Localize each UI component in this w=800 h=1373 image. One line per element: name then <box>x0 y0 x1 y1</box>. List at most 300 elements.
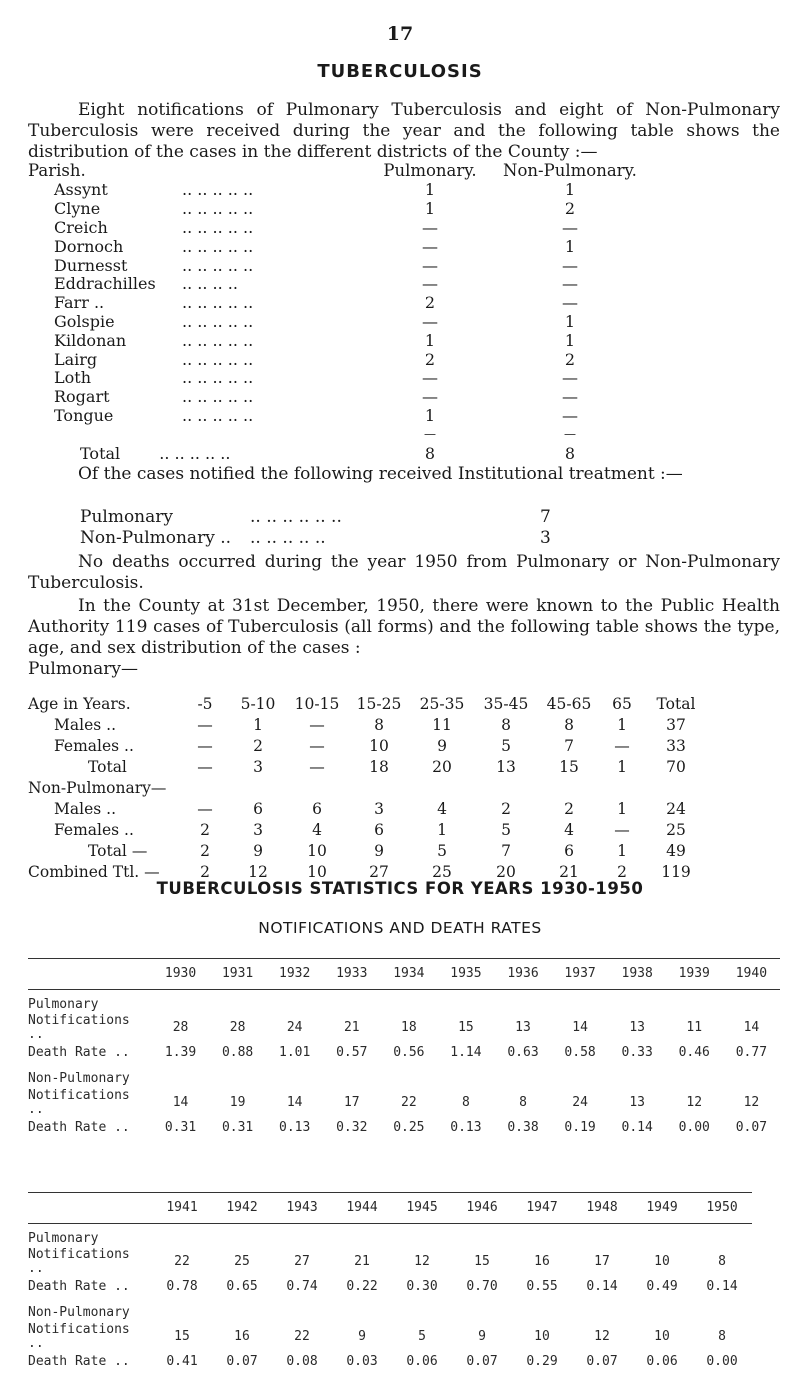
parish-name: Assynt <box>54 180 108 200</box>
non-pulmonary-count: 1 <box>564 236 576 256</box>
pulmonary-count: — <box>422 311 438 331</box>
leader-dots: .. .. .. .. .. <box>182 405 254 425</box>
pulmonary-count: — <box>422 236 438 256</box>
non-pulmonary-count: — <box>562 368 578 388</box>
stats-table-1930-1940 <box>28 958 780 1139</box>
total-label: Total <box>80 443 121 463</box>
parish-row <box>28 331 640 350</box>
stats-cell: 0.31 <box>164 1120 197 1136</box>
leader-dots: .. .. .. .. <box>182 274 238 294</box>
leader-dots: .. <box>124 820 134 839</box>
age-cell: 1 <box>617 799 627 818</box>
stats-cell: 16 <box>234 1328 250 1344</box>
leader-dots: .. .. .. .. .. <box>159 443 231 463</box>
parish-total-row <box>28 444 640 463</box>
parish-name: Farr .. <box>54 293 105 313</box>
leader-dots: .. .. .. .. .. <box>182 199 254 219</box>
stats-cell: 12 <box>594 1328 610 1344</box>
parish-name: Golspie <box>54 311 115 331</box>
pulmonary-count: 2 <box>424 293 436 313</box>
age-cell: 24 <box>666 799 686 818</box>
pulmonary-notifications-row <box>28 1014 780 1043</box>
non-pulmonary-count: — <box>562 405 578 425</box>
age-cell: 2 <box>200 820 210 839</box>
parish-cell <box>28 237 360 256</box>
stats-cell: 15 <box>474 1254 490 1270</box>
pulmonary-death-rate-row <box>28 1043 780 1065</box>
page-title: TUBERCULOSIS <box>317 61 483 82</box>
stats-section-row <box>28 1224 752 1249</box>
pulmonary-label: Pulmonary— <box>28 659 138 679</box>
age-cell: 2 <box>253 736 263 755</box>
age-header-label: Age in Years. <box>28 694 131 713</box>
leader-dots: .. <box>124 736 134 755</box>
stats-cell: 0.77 <box>735 1045 768 1061</box>
age-cell: 27 <box>369 862 389 881</box>
age-band-header: 5-10 <box>240 694 276 713</box>
age-cell: 11 <box>432 715 452 734</box>
age-cell: 2 <box>564 799 574 818</box>
non-pulmonary-count: 1 <box>564 180 576 200</box>
stats-cell: 14 <box>572 1020 588 1036</box>
stats-cell: 8 <box>718 1254 726 1270</box>
age-row-label: Females <box>54 736 120 755</box>
stats-cell: 22 <box>294 1328 310 1344</box>
non-pulmonary-death-rate-row <box>28 1117 780 1139</box>
year-header: 1939 <box>666 959 723 990</box>
non-pulmonary-count: 1 <box>564 311 576 331</box>
stats-cell: 1.01 <box>279 1045 311 1061</box>
age-row <box>28 799 708 820</box>
parish-name: Dornoch <box>54 236 124 256</box>
stats-cell: 0.57 <box>336 1045 368 1061</box>
year-header: 1950 <box>692 1193 752 1224</box>
parish-cell <box>28 331 360 350</box>
parish-name: Kildonan <box>54 330 127 350</box>
pulmonary-count: — <box>422 217 438 237</box>
non-pulmonary-label: Non-Pulmonary— <box>28 778 167 797</box>
total-non-pulmonary: 8 <box>564 443 576 463</box>
age-cell: 8 <box>564 715 574 734</box>
age-row-label-cell <box>28 820 180 841</box>
stats-cell: 0.33 <box>621 1045 653 1061</box>
parish-name: Creich <box>54 217 108 237</box>
age-cell: 4 <box>437 799 447 818</box>
stats-cell: 0.25 <box>393 1120 425 1136</box>
institutional-paragraph: Of the cases notified the following received Institutional treatment :— <box>78 464 683 484</box>
stats-cell: 0.32 <box>336 1120 368 1136</box>
non-pulmonary-notifications-row <box>28 1089 780 1118</box>
age-cell: 21 <box>559 862 579 881</box>
stats-cell: 0.41 <box>166 1354 198 1370</box>
age-band-header: Total <box>656 694 696 713</box>
parish-row <box>28 181 640 200</box>
pulmonary-count: — <box>422 368 438 388</box>
pulmonary-count: — <box>422 387 438 407</box>
pulmonary-notifications-row <box>28 1248 752 1277</box>
non-pulmonary-notifications-row <box>28 1323 752 1352</box>
pulmonary-death-rate-row <box>28 1277 752 1299</box>
age-cell: 9 <box>374 841 384 860</box>
institutional-row <box>80 508 600 529</box>
age-cell: 49 <box>666 841 686 860</box>
age-cell: 6 <box>564 841 574 860</box>
parish-cell <box>28 256 360 275</box>
age-cell: 2 <box>200 862 210 881</box>
pulmonary-count: 1 <box>424 180 436 200</box>
leader-dots: .. .. .. .. .. <box>182 255 254 275</box>
age-band-header: 35-45 <box>483 694 529 713</box>
age-cell: 6 <box>374 820 384 839</box>
non-pulmonary-count: 1 <box>564 330 576 350</box>
stats-cell: 5 <box>418 1328 426 1344</box>
stats-cell: 0.07 <box>466 1354 498 1370</box>
stats-row-label: Death Rate .. <box>28 1045 130 1061</box>
stats-cell: 9 <box>478 1328 486 1344</box>
age-cell: 6 <box>253 799 263 818</box>
stats-row-label: Death Rate .. <box>28 1279 130 1295</box>
age-cell: 15 <box>559 757 579 776</box>
non-pulmonary-count: — <box>562 274 578 294</box>
age-cell: 1 <box>617 757 627 776</box>
parish-name: Eddrachilles <box>54 274 156 294</box>
stats-cell: 21 <box>343 1020 360 1036</box>
stats-cell: 0.31 <box>221 1120 254 1136</box>
stats-cell: 0.00 <box>706 1354 738 1370</box>
parish-header: Parish. <box>28 161 86 181</box>
stats-cell: 15 <box>174 1328 190 1344</box>
age-row-label-cell <box>28 757 180 778</box>
parish-cell <box>28 275 360 294</box>
age-cell: 9 <box>253 841 263 860</box>
year-header: 1943 <box>272 1193 332 1224</box>
age-band-header: 65 <box>612 694 632 713</box>
age-cell: 1 <box>617 841 627 860</box>
stats-cell: 10 <box>534 1328 550 1344</box>
age-cell: 5 <box>437 841 447 860</box>
stats-cell: 8 <box>462 1094 470 1110</box>
stats-cell: 0.78 <box>166 1279 198 1295</box>
age-cell: 3 <box>374 799 384 818</box>
pulmonary-count: 1 <box>424 330 436 350</box>
age-cell: 2 <box>501 799 511 818</box>
age-cell: 1 <box>617 715 627 734</box>
year-header: 1946 <box>452 1193 512 1224</box>
total-pulmonary: 8 <box>424 443 436 463</box>
stats-cell: 1.14 <box>450 1045 482 1061</box>
stats-row-label: Notifications .. <box>28 1087 130 1117</box>
stats-cell: 28 <box>172 1020 189 1036</box>
leader-dots: .. .. .. .. .. <box>182 236 254 256</box>
rule: — <box>564 426 576 441</box>
stats-cell: 10 <box>654 1254 670 1270</box>
year-header: 1938 <box>609 959 666 990</box>
pulmonary-count: — <box>422 274 438 294</box>
non-pulmonary-count: — <box>562 293 578 313</box>
stats-cell: 14 <box>743 1020 760 1036</box>
parish-cell <box>28 218 360 237</box>
year-header: 1935 <box>437 959 494 990</box>
age-cell: — <box>614 820 630 839</box>
age-cell: — <box>197 757 213 776</box>
parish-cell <box>28 350 360 369</box>
pulmonary-count: 2 <box>424 349 436 369</box>
stats-cell: 0.07 <box>226 1354 258 1370</box>
stats-cell: 0.14 <box>586 1279 618 1295</box>
institutional-list <box>80 508 600 550</box>
stats-cell: 17 <box>343 1094 360 1110</box>
age-cell: 7 <box>564 736 574 755</box>
stats-cell: 24 <box>572 1094 588 1110</box>
stats-section-label: Pulmonary <box>28 1230 99 1246</box>
pulmonary-count: — <box>422 255 438 275</box>
stats-section-row <box>28 990 780 1015</box>
stats-cell: 13 <box>629 1094 645 1110</box>
non-pulmonary-count: 2 <box>564 199 576 219</box>
parish-row <box>28 406 640 425</box>
age-row-label-cell <box>28 715 180 736</box>
age-table <box>28 694 708 883</box>
stats-cell: 12 <box>743 1094 760 1110</box>
year-header: 1933 <box>323 959 380 990</box>
stats-cell: 9 <box>358 1328 366 1344</box>
age-cell: 10 <box>369 736 389 755</box>
age-cell: 10 <box>307 841 327 860</box>
leader-dots: .. <box>106 715 116 734</box>
stats-cell: 18 <box>401 1020 417 1036</box>
age-cell: 5 <box>501 736 511 755</box>
age-cell: 5 <box>501 820 511 839</box>
parish-name: Lairg <box>54 349 98 369</box>
leader-dots: .. .. .. .. .. <box>250 528 326 548</box>
intro-paragraph: Eight notifications of Pulmonary Tuberculosis and eight of Non-Pulmonary Tuberculosis were received during the year and the following table shows the distribution of the cases in the different districts of the County :— <box>28 100 780 162</box>
leader-dots: .. .. .. .. .. <box>182 330 254 350</box>
parish-cell <box>28 181 360 200</box>
age-cell: 18 <box>369 757 389 776</box>
stats-cell: 0.08 <box>286 1354 318 1370</box>
leader-dots: .. .. .. .. .. <box>182 387 254 407</box>
stats-cell: 0.13 <box>450 1120 482 1136</box>
parish-name: Durnesst <box>54 255 128 275</box>
stats-cell: 1.39 <box>164 1045 197 1061</box>
age-row <box>28 841 708 862</box>
age-row <box>28 715 708 736</box>
stats-cell: 0.06 <box>406 1354 438 1370</box>
age-cell: 6 <box>312 799 322 818</box>
age-cell: 9 <box>437 736 447 755</box>
age-band-header: 10-15 <box>294 694 340 713</box>
stats-years-header <box>28 1193 752 1224</box>
stats-subheading: NOTIFICATIONS AND DEATH RATES <box>258 919 542 937</box>
stats-cell: 8 <box>519 1094 527 1110</box>
leader-dots: .. <box>106 799 116 818</box>
parish-cell <box>28 369 360 388</box>
leader-dots: .. .. .. .. .. <box>182 368 254 388</box>
age-cell: 20 <box>496 862 516 881</box>
stats-cell: 14 <box>172 1094 189 1110</box>
stats-cell: 27 <box>294 1254 310 1270</box>
stats-cell: 22 <box>401 1094 417 1110</box>
parish-cell <box>28 200 360 219</box>
age-row <box>28 820 708 841</box>
year-header: 1930 <box>152 959 209 990</box>
age-cell: — <box>309 757 325 776</box>
parish-cell <box>28 294 360 313</box>
stats-cell: 12 <box>414 1254 430 1270</box>
non-pulmonary-count: — <box>562 217 578 237</box>
age-cell: — <box>614 736 630 755</box>
stats-section-label: Non-Pulmonary <box>28 1071 130 1087</box>
leader-dots: .. .. .. .. .. <box>182 311 254 331</box>
stats-cell: 0.22 <box>346 1279 378 1295</box>
parish-row <box>28 200 640 219</box>
institutional-label: Non-Pulmonary .. <box>80 528 232 548</box>
age-band-header: 15-25 <box>356 694 402 713</box>
year-header: 1931 <box>209 959 266 990</box>
year-header: 1945 <box>392 1193 452 1224</box>
age-band-header: 25-35 <box>419 694 465 713</box>
age-row-label-cell <box>28 841 180 862</box>
year-header: 1936 <box>494 959 551 990</box>
parish-name: Loth <box>54 368 91 388</box>
stats-cell: 8 <box>718 1328 726 1344</box>
age-cell: 25 <box>666 820 686 839</box>
stats-row-label: Death Rate .. <box>28 1120 130 1136</box>
age-cell: 4 <box>564 820 574 839</box>
year-header: 1937 <box>552 959 609 990</box>
stats-cell: 0.74 <box>286 1279 318 1295</box>
age-cell: 12 <box>248 862 268 881</box>
stats-table-1941-1950 <box>28 1192 752 1373</box>
stats-cell: 0.65 <box>226 1279 258 1295</box>
age-cell: 1 <box>437 820 447 839</box>
stats-cell: 21 <box>354 1254 370 1270</box>
pulmonary-count: 1 <box>424 405 436 425</box>
stats-cell: 0.55 <box>526 1279 558 1295</box>
stats-cell: 0.56 <box>393 1045 425 1061</box>
age-band-header: -5 <box>197 694 213 713</box>
age-cell: 8 <box>501 715 511 734</box>
age-cell: — <box>197 736 213 755</box>
age-cell: 3 <box>253 757 263 776</box>
stats-cell: 28 <box>229 1020 246 1036</box>
parish-row <box>28 350 640 369</box>
pulmonary-header: Pulmonary. <box>383 161 477 181</box>
non-pulmonary-label-row <box>28 778 708 799</box>
institutional-row <box>80 529 600 550</box>
age-row-label-cell <box>28 736 180 757</box>
age-row-label: Females <box>54 820 120 839</box>
stats-cell: 0.46 <box>678 1045 710 1061</box>
parish-table-header <box>28 162 640 181</box>
known-cases-paragraph: In the County at 31st December, 1950, there were known to the Public Health Authority 119 cases of Tuberculosis (all forms) and the following table shows the type, age, and sex distribution of the cases : <box>28 596 780 658</box>
age-cell: 4 <box>312 820 322 839</box>
stats-cell: 0.03 <box>346 1354 378 1370</box>
age-row-label: Total <box>88 757 127 776</box>
age-table-header <box>28 694 708 715</box>
parish-rule-row <box>28 425 640 444</box>
institutional-value: 3 <box>540 528 551 548</box>
age-cell: 8 <box>374 715 384 734</box>
age-row-label: Total <box>88 841 127 860</box>
stats-row-label: Death Rate .. <box>28 1354 130 1370</box>
parish-cell <box>28 312 360 331</box>
stats-row-label: Notifications .. <box>28 1013 130 1043</box>
age-row-label: Males <box>54 799 102 818</box>
age-band-header: 45-65 <box>546 694 592 713</box>
parish-row <box>28 369 640 388</box>
parish-row <box>28 218 640 237</box>
age-cell: 25 <box>432 862 452 881</box>
stats-cell: 0.58 <box>564 1045 596 1061</box>
leader-dots: — <box>144 862 160 881</box>
age-row <box>28 736 708 757</box>
stats-cell: 0.38 <box>507 1120 539 1136</box>
stats-section-row <box>28 1065 780 1089</box>
parish-row <box>28 256 640 275</box>
year-header: 1948 <box>572 1193 632 1224</box>
parish-name: Tongue <box>54 405 114 425</box>
age-row-label-cell <box>28 799 180 820</box>
leader-dots: — <box>131 841 148 860</box>
stats-cell: 15 <box>458 1020 474 1036</box>
leader-dots: .. .. .. .. .. <box>182 293 254 313</box>
stats-cell: 0.14 <box>706 1279 738 1295</box>
stats-cell: 25 <box>234 1254 250 1270</box>
year-header: 1941 <box>152 1193 212 1224</box>
non-pulmonary-header: Non-Pulmonary. <box>503 161 637 181</box>
stats-cell: 0.07 <box>735 1120 768 1136</box>
parish-cell <box>28 406 360 425</box>
age-cell: 13 <box>496 757 516 776</box>
year-header: 1942 <box>212 1193 272 1224</box>
parish-row <box>28 275 640 294</box>
stats-cell: 0.06 <box>646 1354 678 1370</box>
year-header: 1949 <box>632 1193 692 1224</box>
year-header: 1944 <box>332 1193 392 1224</box>
page-number: 17 <box>386 23 414 45</box>
stats-cell: 0.19 <box>564 1120 596 1136</box>
stats-cell: 11 <box>686 1020 703 1036</box>
stats-row-label: Notifications .. <box>28 1321 130 1351</box>
age-cell: 119 <box>661 862 691 881</box>
leader-dots: .. .. .. .. .. <box>182 217 254 237</box>
age-cell: 20 <box>432 757 452 776</box>
stats-cell: 0.30 <box>406 1279 438 1295</box>
stats-cell: 10 <box>654 1328 670 1344</box>
age-cell: 2 <box>200 841 210 860</box>
age-cell: 70 <box>666 757 686 776</box>
non-pulmonary-count: 2 <box>564 349 576 369</box>
year-header: 1940 <box>723 959 780 990</box>
age-cell: — <box>309 736 325 755</box>
institutional-label: Pulmonary <box>80 507 173 527</box>
age-cell: — <box>197 799 213 818</box>
non-pulmonary-count: — <box>562 387 578 407</box>
deaths-paragraph: No deaths occurred during the year 1950 from Pulmonary or Non-Pulmonary Tuberculosis. <box>28 552 780 593</box>
stats-row-label: Notifications .. <box>28 1247 130 1277</box>
stats-cell: 0.13 <box>279 1120 311 1136</box>
age-cell: 10 <box>307 862 327 881</box>
stats-years-header <box>28 959 780 990</box>
age-cell: 37 <box>666 715 686 734</box>
stats-cell: 0.00 <box>678 1120 710 1136</box>
stats-cell: 0.14 <box>621 1120 653 1136</box>
parish-row <box>28 388 640 407</box>
stats-heading: TUBERCULOSIS STATISTICS FOR YEARS 1930-1950 <box>156 879 644 898</box>
stats-cell: 24 <box>286 1020 303 1036</box>
stats-cell: 13 <box>515 1020 531 1036</box>
